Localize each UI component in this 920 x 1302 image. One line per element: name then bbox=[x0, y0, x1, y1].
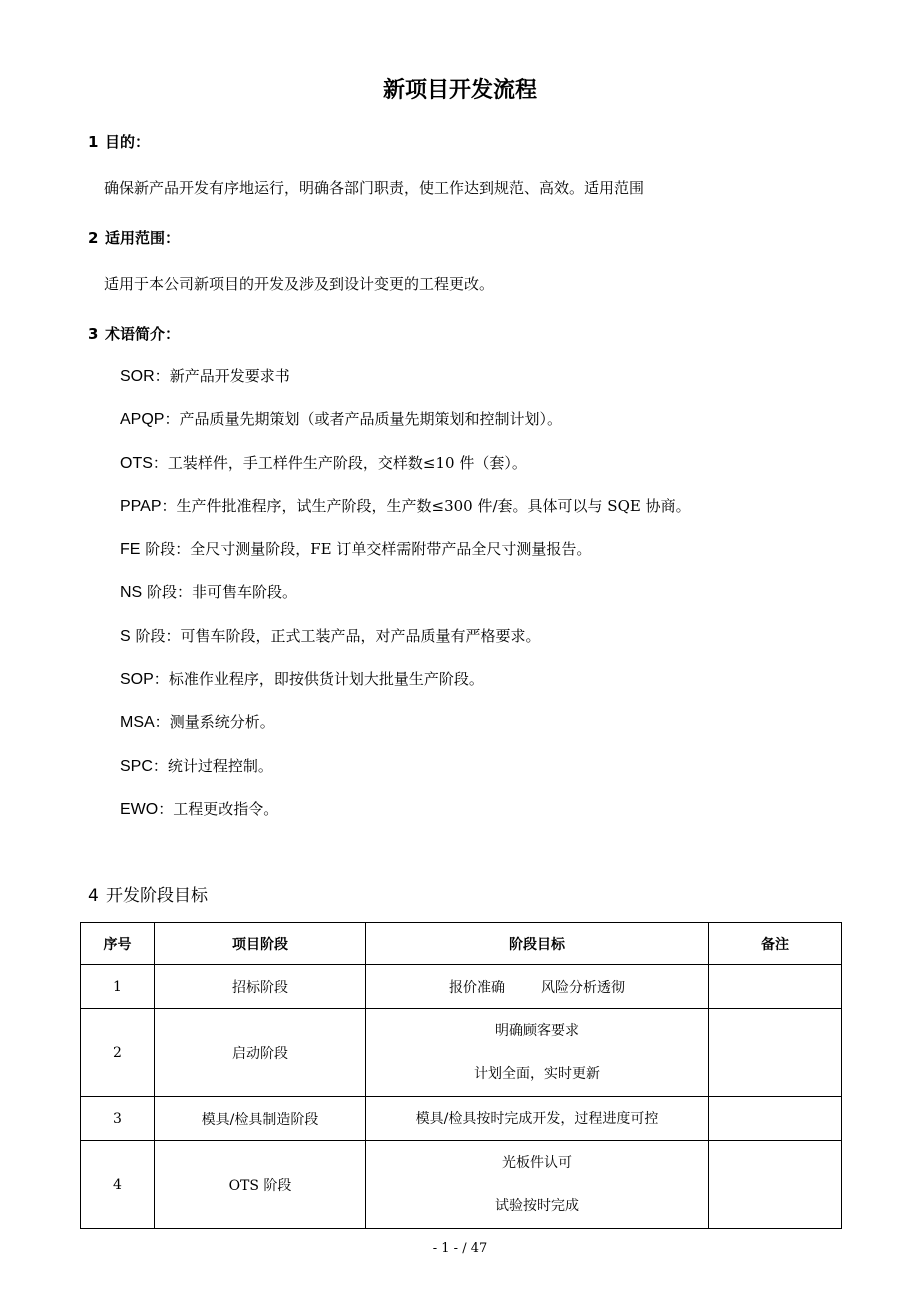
section-2-heading bbox=[88, 227, 180, 249]
term-abbr: PPAP bbox=[120, 498, 162, 515]
goal-text: 试验按时完成 bbox=[495, 1198, 579, 1214]
cell-no: 3 bbox=[81, 1097, 155, 1141]
header-stage: 项目阶段 bbox=[155, 923, 366, 965]
term-desc: 工程更改指令。 bbox=[173, 800, 279, 818]
header-note: 备注 bbox=[709, 923, 842, 965]
term-abbr: SOR bbox=[120, 368, 155, 385]
term-item bbox=[120, 798, 278, 821]
header-no: 序号 bbox=[81, 923, 155, 965]
page-number: - 1 - / 47 bbox=[432, 1241, 488, 1256]
section-number: 2 bbox=[88, 229, 99, 247]
table-row bbox=[81, 965, 842, 1009]
term-item bbox=[120, 452, 527, 475]
section-number: 3 bbox=[88, 325, 99, 343]
section-title: 目的： bbox=[105, 133, 151, 151]
term-item bbox=[120, 711, 275, 734]
section-number: 1 bbox=[88, 133, 99, 151]
section-1-body: 确保新产品开发有序地运行，明确各部门职责，使工作达到规范、高效。适用范围 bbox=[104, 179, 645, 197]
cell-stage: 招标阶段 bbox=[155, 965, 366, 1009]
cell-no: 4 bbox=[81, 1141, 155, 1229]
cell-note bbox=[709, 1141, 842, 1229]
cell-no: 1 bbox=[81, 965, 155, 1009]
term-sep: ： bbox=[161, 497, 177, 515]
table-header-row bbox=[81, 923, 842, 965]
term-abbr: SOP bbox=[120, 671, 154, 688]
term-sep: ： bbox=[154, 713, 170, 731]
section-title: 适用范围： bbox=[105, 229, 181, 247]
header-goal: 阶段目标 bbox=[366, 923, 709, 965]
term-item bbox=[120, 581, 297, 604]
cell-goal bbox=[366, 1009, 709, 1097]
term-item bbox=[120, 538, 591, 561]
goal-text: 光板件认可 bbox=[502, 1155, 572, 1171]
term-abbr: SPC bbox=[120, 758, 153, 775]
section-number: 4 bbox=[88, 886, 99, 906]
term-desc: 工装样件，手工样件生产阶段，交样数≤10 件（套）。 bbox=[167, 454, 527, 472]
term-desc: 产品质量先期策划（或者产品质量先期策划和控制计划）。 bbox=[179, 410, 562, 428]
section-4-heading bbox=[88, 884, 208, 908]
term-sep: ： bbox=[154, 367, 170, 385]
term-desc: 标准作业程序，即按供货计划大批量生产阶段。 bbox=[168, 670, 484, 688]
term-abbr: EWO bbox=[120, 801, 159, 818]
term-abbr: S bbox=[120, 628, 131, 645]
cell-goal bbox=[366, 965, 709, 1009]
goal-text: 模具/检具按时完成开发，过程进度可控 bbox=[415, 1110, 659, 1127]
term-abbr: FE bbox=[120, 541, 141, 558]
table-row bbox=[81, 1097, 842, 1141]
cell-no: 2 bbox=[81, 1009, 155, 1097]
cell-goal bbox=[366, 1141, 709, 1229]
term-desc: 阶段：可售车阶段，正式工装产品，对产品质量有严格要求。 bbox=[135, 627, 541, 645]
section-title: 术语简介： bbox=[105, 325, 181, 343]
term-item bbox=[120, 668, 484, 691]
term-sep: ： bbox=[152, 454, 168, 472]
term-item bbox=[120, 755, 273, 778]
term-abbr: OTS bbox=[120, 455, 153, 472]
term-abbr: APQP bbox=[120, 411, 165, 428]
goal-text: 报价准确 bbox=[449, 979, 505, 996]
goal-text: 明确顾客要求 bbox=[495, 1023, 579, 1039]
goal-text: 风险分析透彻 bbox=[541, 979, 625, 996]
term-abbr: NS bbox=[120, 584, 143, 601]
term-desc: 新产品开发要求书 bbox=[169, 367, 290, 385]
term-desc: 阶段：全尺寸测量阶段，FE 订单交样需附带产品全尺寸测量报告。 bbox=[145, 540, 592, 558]
cell-note bbox=[709, 1097, 842, 1141]
term-item bbox=[120, 625, 540, 648]
section-title: 开发阶段目标 bbox=[106, 886, 208, 906]
term-desc: 统计过程控制。 bbox=[167, 757, 273, 775]
cell-stage: OTS 阶段 bbox=[155, 1141, 366, 1229]
section-2-body: 适用于本公司新项目的开发及涉及到设计变更的工程更改。 bbox=[104, 275, 495, 293]
term-desc: 测量系统分析。 bbox=[169, 713, 275, 731]
term-sep: ： bbox=[152, 757, 168, 775]
goal-text: 计划全面，实时更新 bbox=[474, 1066, 600, 1082]
cell-note bbox=[709, 1009, 842, 1097]
term-item bbox=[120, 365, 290, 388]
term-item bbox=[120, 495, 691, 518]
term-desc: 生产件批准程序，试生产阶段，生产数≤300 件/套。具体可以与 SQE 协商。 bbox=[176, 497, 691, 515]
section-3-heading bbox=[88, 323, 180, 345]
table-row bbox=[81, 1009, 842, 1097]
cell-stage: 模具/检具制造阶段 bbox=[155, 1097, 366, 1141]
document-title: 新项目开发流程 bbox=[382, 78, 537, 103]
cell-stage: 启动阶段 bbox=[155, 1009, 366, 1097]
term-sep: ： bbox=[158, 800, 174, 818]
cell-note bbox=[709, 965, 842, 1009]
term-sep: ： bbox=[164, 410, 180, 428]
section-1-heading bbox=[88, 131, 150, 153]
term-item bbox=[120, 408, 562, 431]
table-row bbox=[81, 1141, 842, 1229]
term-sep: ： bbox=[153, 670, 169, 688]
term-desc: 阶段：非可售车阶段。 bbox=[147, 583, 298, 601]
stage-goals-table bbox=[80, 922, 842, 1229]
term-abbr: MSA bbox=[120, 714, 155, 731]
cell-goal bbox=[366, 1097, 709, 1141]
